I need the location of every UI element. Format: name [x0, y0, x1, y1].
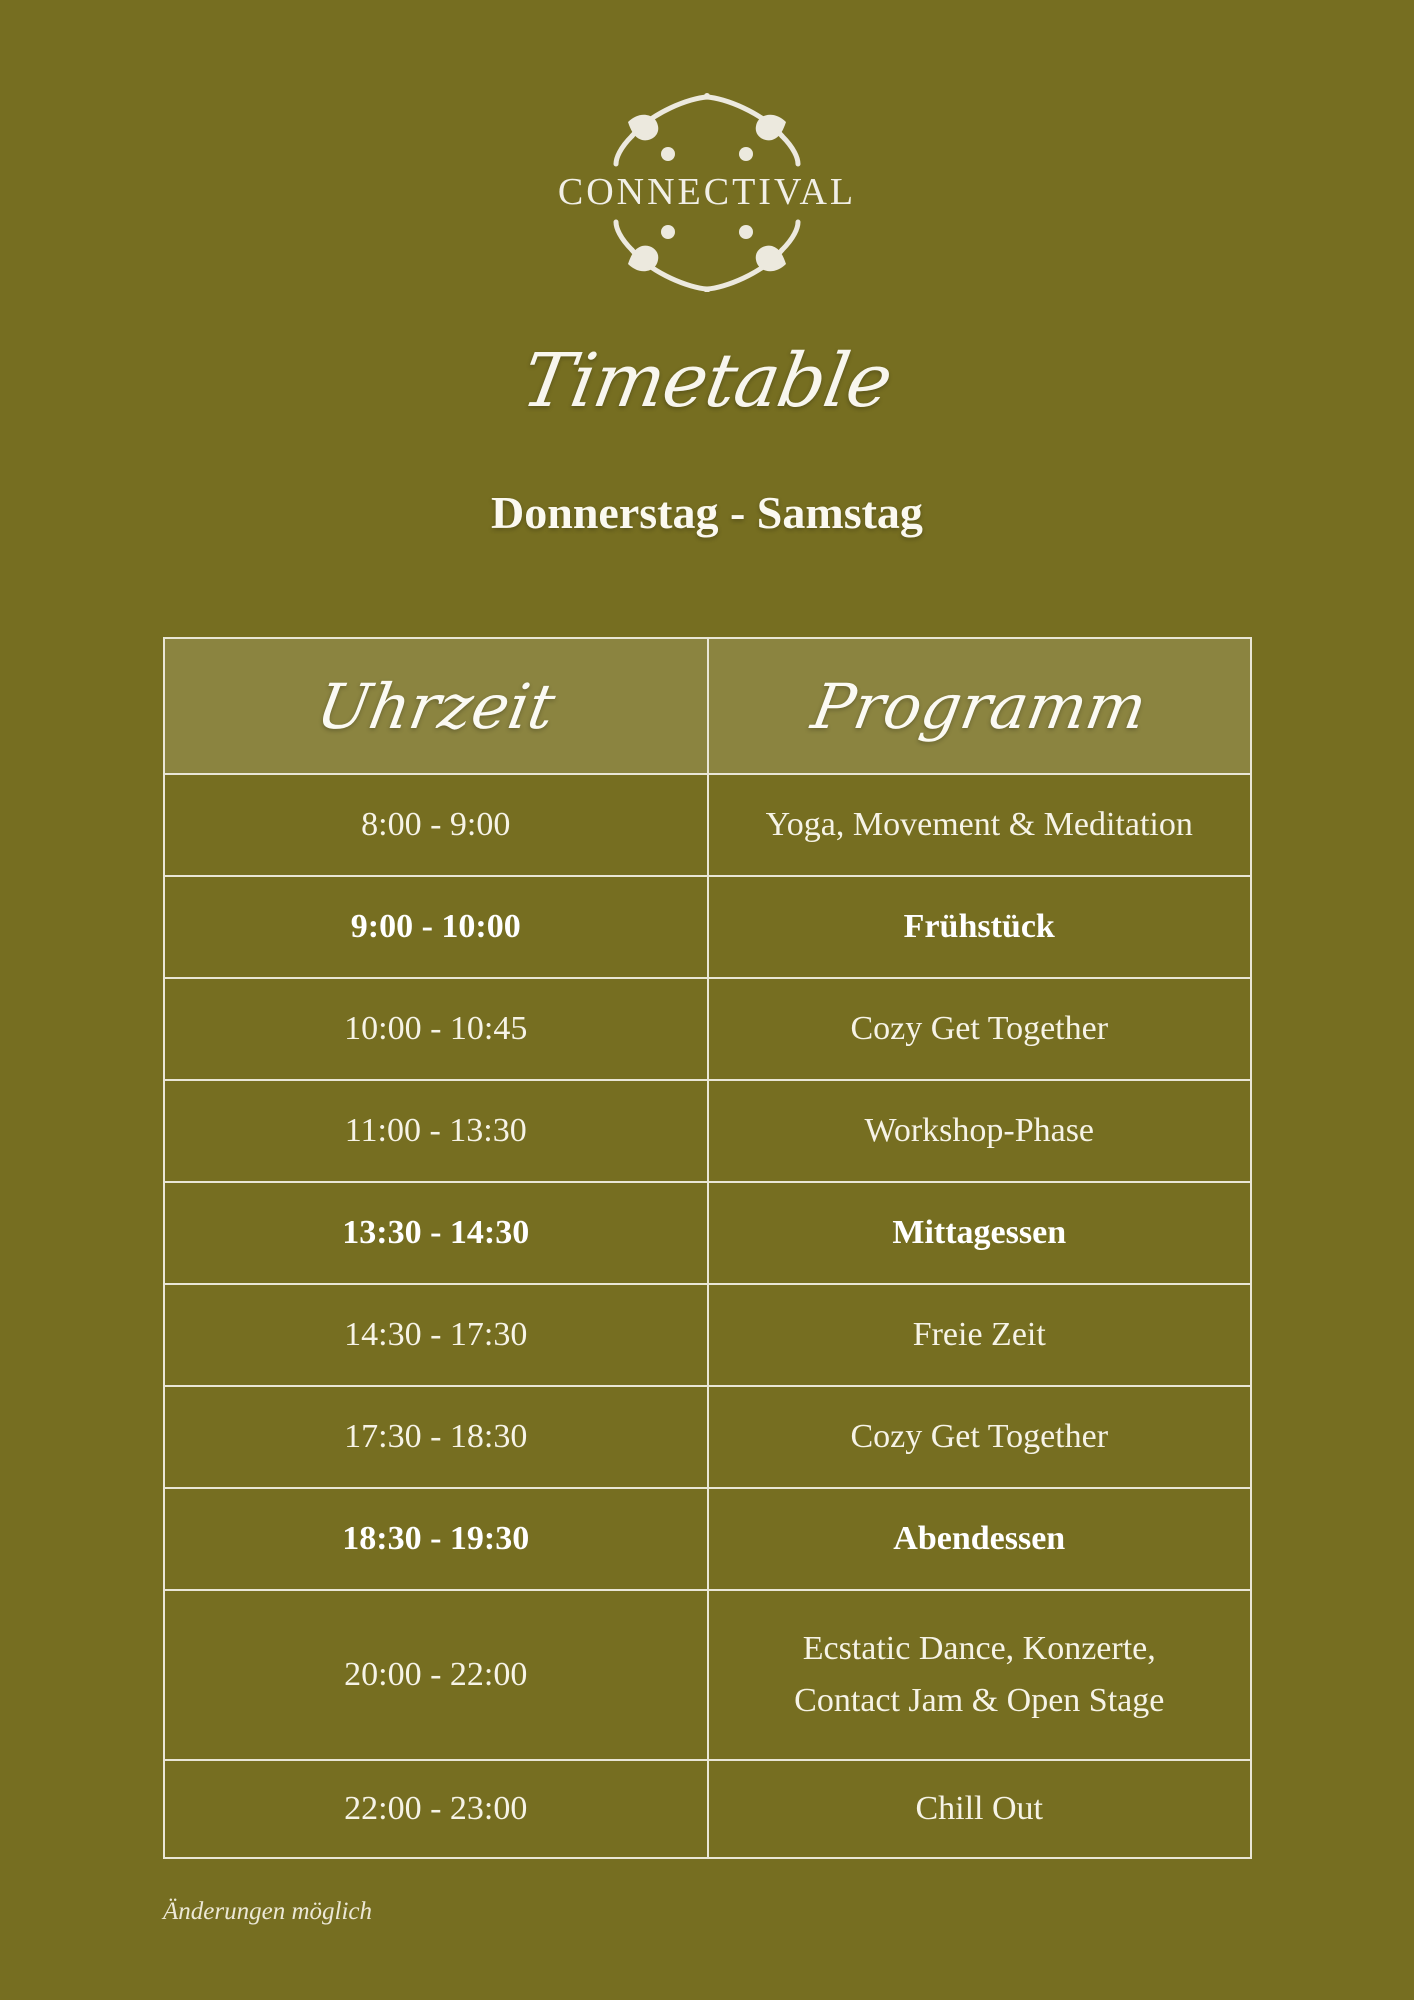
- time-cell: 10:00 - 10:45: [164, 978, 708, 1080]
- time-cell: 18:30 - 19:30: [164, 1488, 708, 1590]
- table-row: [164, 876, 1251, 978]
- table-row: [164, 1182, 1251, 1284]
- connectival-logo: [540, 92, 874, 292]
- table-row: [164, 1760, 1251, 1858]
- timetable: [163, 637, 1252, 1859]
- column-header-program: [708, 638, 1252, 774]
- column-header-time: [164, 638, 708, 774]
- logo-wordmark: CONNECTIVAL: [557, 171, 857, 213]
- program-cell: Abendessen: [708, 1488, 1252, 1590]
- table-row: [164, 1590, 1251, 1760]
- time-cell: 20:00 - 22:00: [164, 1590, 708, 1760]
- table-row: [164, 1284, 1251, 1386]
- time-cell: 14:30 - 17:30: [164, 1284, 708, 1386]
- time-cell: 13:30 - 14:30: [164, 1182, 708, 1284]
- time-cell: 22:00 - 23:00: [164, 1760, 708, 1858]
- program-cell: Mittagessen: [708, 1182, 1252, 1284]
- program-cell: Cozy Get Together: [708, 978, 1252, 1080]
- table-row: [164, 1386, 1251, 1488]
- table-row: [164, 774, 1251, 876]
- program-cell: Freie Zeit: [708, 1284, 1252, 1386]
- table-row: [164, 1080, 1251, 1182]
- footnote: Änderungen möglich: [163, 1898, 372, 1925]
- program-cell: Yoga, Movement & Meditation: [708, 774, 1252, 876]
- program-cell: Frühstück: [708, 876, 1252, 978]
- page-subtitle: Donnerstag - Samstag: [491, 487, 923, 538]
- table-row: [164, 978, 1251, 1080]
- column-header-program-label: Programm: [806, 669, 1152, 743]
- column-header-time-label: Uhrzeit: [311, 669, 561, 743]
- program-line-2: Contact Jam & Open Stage: [794, 1682, 1165, 1719]
- program-cell: Workshop-Phase: [708, 1080, 1252, 1182]
- time-cell: 9:00 - 10:00: [164, 876, 708, 978]
- table-row: [164, 1488, 1251, 1590]
- program-line-1: Ecstatic Dance, Konzerte,: [802, 1630, 1156, 1667]
- page-title: Timetable: [516, 338, 898, 424]
- time-cell: 8:00 - 9:00: [164, 774, 708, 876]
- table-header-row: [164, 638, 1251, 774]
- program-cell: [708, 1590, 1252, 1760]
- program-cell: Cozy Get Together: [708, 1386, 1252, 1488]
- program-cell: Chill Out: [708, 1760, 1252, 1858]
- time-cell: 11:00 - 13:30: [164, 1080, 708, 1182]
- time-cell: 17:30 - 18:30: [164, 1386, 708, 1488]
